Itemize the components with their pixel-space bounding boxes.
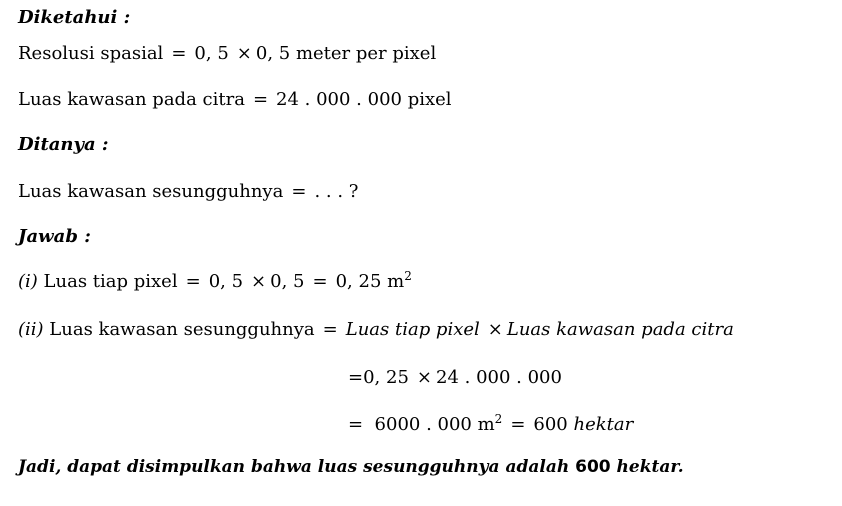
conclusion-dot: . <box>677 457 684 477</box>
step-2-term-1: Luas tiap pixel <box>345 319 480 340</box>
step-3-b: 24 . 000 . 000 <box>436 367 562 388</box>
times-sign: × <box>251 271 267 292</box>
known-area <box>18 88 452 112</box>
step-2-term-2: Luas kawasan pada citra <box>506 319 734 340</box>
asked-label: Luas kawasan sesungguhnya <box>18 181 284 202</box>
heading-asked: Ditanya : <box>18 134 109 155</box>
times-sign: × <box>236 43 252 64</box>
equals-sign: = <box>252 89 269 110</box>
step-4-exponent: 2 <box>494 412 503 426</box>
step-1-label: Luas tiap pixel <box>43 271 178 292</box>
step-2-label: Luas kawasan sesungguhnya <box>49 319 315 340</box>
step-1-marker: (i) <box>18 271 38 292</box>
equals-sign: = <box>312 271 328 292</box>
resolution-label: Resolusi spasial <box>18 43 164 64</box>
conclusion <box>18 455 684 479</box>
step-1 <box>18 270 412 294</box>
equals-sign: = <box>185 271 201 292</box>
step-1-b: 0, 5 <box>270 271 305 292</box>
step-1-result: 0, 25 m <box>335 271 405 292</box>
step-4-value: 6000 . 000 m <box>374 414 495 435</box>
step-3-a: 0, 25 <box>363 367 409 388</box>
area-value: 24 . 000 . 000 pixel <box>276 89 452 110</box>
equals-sign: = <box>171 43 187 64</box>
resolution-b: 0, 5 meter per pixel <box>255 43 437 64</box>
conclusion-text: Jadi, dapat disimpulkan bahwa luas sesungguhnya adalah <box>18 457 570 477</box>
area-label: Luas kawasan pada citra <box>18 89 245 110</box>
times-sign: × <box>487 319 503 340</box>
equals-sign: = <box>510 414 526 435</box>
step-3 <box>348 366 562 390</box>
step-2 <box>18 318 734 342</box>
conclusion-number: 600 <box>575 457 611 477</box>
equals-sign: = <box>291 181 307 202</box>
heading-known: Diketahui : <box>18 7 131 28</box>
known-resolution <box>18 42 436 66</box>
asked-line <box>18 180 358 204</box>
conclusion-unit: hektar <box>616 457 678 477</box>
step-2-marker: (ii) <box>18 319 44 340</box>
equals-sign: = <box>348 367 364 388</box>
heading-answer: Jawab : <box>18 226 91 247</box>
step-1-a: 0, 5 <box>208 271 244 292</box>
resolution-a: 0, 5 <box>194 43 229 64</box>
asked-value: . . . ? <box>314 181 359 202</box>
step-1-exponent: 2 <box>404 269 412 283</box>
equals-sign: = <box>322 319 338 340</box>
step-4-number: 600 <box>533 414 568 435</box>
step-4 <box>348 413 633 437</box>
step-4-unit: hektar <box>573 414 634 435</box>
equals-sign: = <box>348 414 364 435</box>
times-sign: × <box>416 367 432 388</box>
